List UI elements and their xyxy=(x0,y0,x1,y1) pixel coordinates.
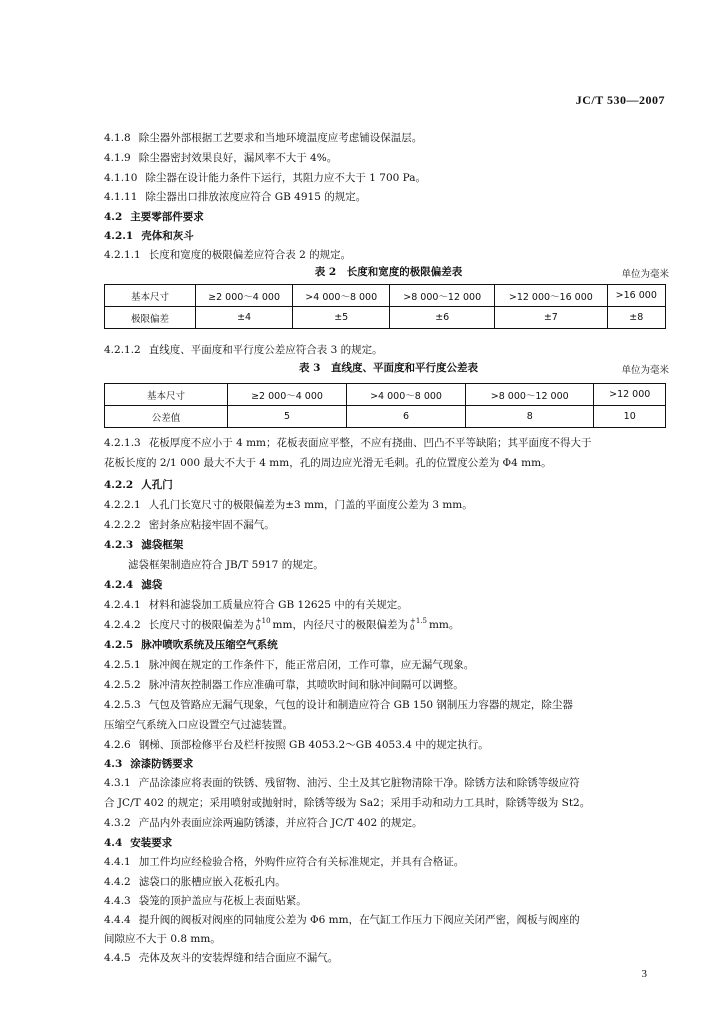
clause-number: 4.2.3 xyxy=(104,539,134,551)
clause-line xyxy=(104,498,673,512)
clause-4-2-6 xyxy=(104,738,673,752)
tolerance-stack xyxy=(410,618,427,632)
table-cell: >4 000～8 000 xyxy=(293,285,390,307)
clause-number: 4.2.1.2 xyxy=(104,344,141,356)
clause-line xyxy=(104,131,673,145)
clause-text: 除尘器密封效果良好，漏风率不大于 4%。 xyxy=(138,152,338,164)
table-cell: >12 000～16 000 xyxy=(495,285,607,307)
clause-line xyxy=(104,678,673,692)
clause-number: 4.2.1.1 xyxy=(104,249,141,261)
clause-number: 4.4 xyxy=(104,837,123,849)
table2-unit: 单位为毫米 xyxy=(621,269,669,280)
clause-text: 人孔门 xyxy=(141,479,173,491)
clause-text: 密封条应粘接牢固不漏气。 xyxy=(148,519,275,531)
table-cell: >4 000～8 000 xyxy=(347,384,466,406)
clause-text: 加工件均应经检验合格，外购件应符合有关标准规定，并具有合格证。 xyxy=(138,856,465,868)
table-cell: 5 xyxy=(228,406,347,428)
clause-line xyxy=(104,598,673,612)
clause-number: 4.1.11 xyxy=(104,191,138,203)
tolerance-upper: +1.5 xyxy=(409,617,427,625)
clause-line xyxy=(104,151,673,165)
clause-4-3 xyxy=(104,757,673,771)
clause-text: 脉冲清灰控制器工作应准确可靠，其喷吹时间和脉冲间隔可以调整。 xyxy=(148,679,464,691)
table-cell: ≥2 000～4 000 xyxy=(228,384,347,406)
clause-text: 除尘器在设计能力条件下运行，其阻力应不大于 1 700 Pa。 xyxy=(145,172,426,184)
tolerance-lower: 0 xyxy=(255,624,261,632)
clause-text: 脉冲喷吹系统及压缩空气系统 xyxy=(141,639,278,651)
clause-number: 4.1.8 xyxy=(104,132,131,144)
clause-line xyxy=(104,816,673,830)
clause-text: 气包及管路应无漏气现象，气包的设计和制造应符合 GB 150 钢制压力容器的规定，除尘器 xyxy=(148,699,573,711)
clause-text: 材料和滤袋加工质量应符合 GB 12625 中的有关规定。 xyxy=(148,599,408,611)
clause-line xyxy=(104,578,673,592)
clause-text: 壳体及灰斗的安装焊缝和结合面应不漏气。 xyxy=(138,952,339,964)
table-cell: >8 000～12 000 xyxy=(390,285,495,307)
clause-text: 花板厚度不应小于 4 mm；花板表面应平整，不应有挠曲、凹凸不平等缺陷；其平面度不得大于 xyxy=(148,437,592,449)
clause-number: 4.4.3 xyxy=(104,895,131,907)
clause-text: 脉冲阀在规定的工作条件下，能正常启闭，工作可靠，应无漏气现象。 xyxy=(148,659,475,671)
clause-text: mm。 xyxy=(428,619,460,631)
clause-number: 4.3.2 xyxy=(104,817,131,829)
clause-number: 4.4.5 xyxy=(104,952,131,964)
clause-text: 除尘器外部根据工艺要求和当地环境温度应考虑铺设保温层。 xyxy=(138,132,423,144)
clause-line xyxy=(104,894,673,908)
table-row xyxy=(105,307,666,329)
clause-number: 4.2.5.1 xyxy=(104,659,141,671)
page-number: 3 xyxy=(641,968,647,980)
clause-line xyxy=(104,210,673,224)
clause-line xyxy=(104,171,673,185)
clause-line xyxy=(104,518,673,532)
clause-number: 4.2.6 xyxy=(104,739,131,751)
clause-line xyxy=(104,913,673,927)
clause-4-4-5 xyxy=(104,951,673,965)
table-cell: ±6 xyxy=(390,307,495,329)
clause-line xyxy=(104,478,673,492)
table-cell: 极限偏差 xyxy=(105,307,196,329)
clause-4-2-5-3-cont: 压缩空气系统入口应设置空气过滤装置。 xyxy=(104,719,293,731)
clause-line xyxy=(104,658,673,672)
table-cell: >8 000～12 000 xyxy=(466,384,594,406)
clause-number: 4.2.4.1 xyxy=(104,599,141,611)
clause-number: 4.3.1 xyxy=(104,777,131,789)
table-cell: >16 000 xyxy=(607,285,665,307)
clause-4-3-1-cont: 合 JC/T 402 的规定；采用喷射或抛射时，除锈等级为 Sa2；采用手动和动力工具时，除锈等级为 St2。 xyxy=(104,797,591,809)
clause-number: 4.2.1 xyxy=(104,230,134,242)
clause-number: 4.4.4 xyxy=(104,914,131,926)
tolerance-lower: 0 xyxy=(409,624,415,632)
clause-line xyxy=(104,855,673,869)
clause-number: 4.1.10 xyxy=(104,172,138,184)
clause-text: 壳体和灰斗 xyxy=(141,230,194,242)
table3 xyxy=(104,383,666,428)
clause-number: 4.2.4 xyxy=(104,579,134,591)
table-cell: >12 000 xyxy=(594,384,666,406)
clause-4-2-1-3-cont: 花板长度的 2/1 000 最大不大于 4 mm，孔的周边应光滑无毛刺。孔的位置度公差为 Φ4 mm。 xyxy=(104,457,552,469)
clause-text: 袋笼的顶护盖应与花板上表面贴紧。 xyxy=(138,895,307,907)
clause-number: 4.4.2 xyxy=(104,876,131,888)
clause-line xyxy=(104,836,673,850)
clause-4-2-5-3 xyxy=(104,698,673,712)
clause-line xyxy=(104,248,673,262)
table-cell: ±4 xyxy=(196,307,293,329)
clause-line xyxy=(104,875,673,889)
table-row xyxy=(105,285,666,307)
clause-number: 4.2.4.2 xyxy=(104,619,141,631)
clause-4-4-4-cont: 间隙应不大于 0.8 mm。 xyxy=(104,933,221,945)
clause-number: 4.2.5.3 xyxy=(104,699,141,711)
tolerance-stack xyxy=(256,618,271,632)
clause-number: 4.2.2 xyxy=(104,479,134,491)
clause-text: 提升阀的阀板对阀座的同轴度公差为 Φ6 mm，在气缸工作压力下阀应关闭严密，阀板与阀座的 xyxy=(138,914,580,926)
table-row xyxy=(105,384,666,406)
clause-text: 长度尺寸的极限偏差为 xyxy=(148,619,254,631)
standard-code-header: JC/T 530—2007 xyxy=(575,93,665,107)
clause-text: 安装要求 xyxy=(130,837,173,849)
clause-text: 涂漆防锈要求 xyxy=(130,758,194,770)
table-cell: 基本尺寸 xyxy=(105,285,196,307)
table-cell: ±8 xyxy=(607,307,665,329)
tolerance-upper: +10 xyxy=(255,617,271,625)
table2-caption: 表 2 长度和宽度的极限偏差表 xyxy=(314,266,463,278)
table-row xyxy=(105,406,666,428)
clause-4-3-1 xyxy=(104,776,673,790)
table3-caption: 表 3 直线度、平面度和平行度公差表 xyxy=(299,362,478,374)
clause-text: 人孔门长宽尺寸的极限偏差为±3 mm，门盖的平面度公差为 3 mm。 xyxy=(148,499,473,511)
clause-number: 4.2.2.2 xyxy=(104,519,141,531)
clause-number: 4.1.9 xyxy=(104,152,131,164)
clause-number: 4.2.5.2 xyxy=(104,679,141,691)
clause-line xyxy=(104,538,673,552)
clause-text: 钢梯、顶部检修平台及栏杆按照 GB 4053.2～GB 4053.4 中的规定执行。 xyxy=(138,739,489,751)
clause-number: 4.3 xyxy=(104,758,123,770)
clause-text: 直线度、平面度和平行度公差应符合表 3 的规定。 xyxy=(148,344,383,356)
clause-number: 4.2.1.3 xyxy=(104,437,141,449)
clause-line xyxy=(104,638,673,652)
table-cell: 6 xyxy=(347,406,466,428)
clause-number: 4.2.5 xyxy=(104,639,134,651)
clause-4-2-4-2 xyxy=(104,618,673,632)
table3-unit: 单位为毫米 xyxy=(621,365,669,376)
clause-text: 产品涂漆应将表面的铁锈、残留物、油污、尘土及其它脏物清除干净。除锈方法和除锈等级应符 xyxy=(138,777,580,789)
clause-text: 主要零部件要求 xyxy=(130,211,204,223)
clause-line xyxy=(104,229,673,243)
clause-4-2-1-2 xyxy=(104,343,673,357)
clause-4-2-1-3 xyxy=(104,436,673,450)
table-cell: 10 xyxy=(594,406,666,428)
clause-4-2-3-body: 滤袋框架制造应符合 JB/T 5917 的规定。 xyxy=(128,559,324,571)
table-cell: 8 xyxy=(466,406,594,428)
clause-number: 4.4.1 xyxy=(104,856,131,868)
clause-text: 滤袋框架 xyxy=(141,539,184,551)
clause-text: 产品内外表面应涂两遍防锈漆，并应符合 JC/T 402 的规定。 xyxy=(138,817,423,829)
table2 xyxy=(104,284,666,329)
table-cell: ±7 xyxy=(495,307,607,329)
table-cell: ±5 xyxy=(293,307,390,329)
clause-text: 滤袋口的胀槽应嵌入花板孔内。 xyxy=(138,876,286,888)
clause-number: 4.2 xyxy=(104,211,123,223)
table-cell: 基本尺寸 xyxy=(105,384,228,406)
table-cell: ≥2 000～4 000 xyxy=(196,285,293,307)
clause-number: 4.2.2.1 xyxy=(104,499,141,511)
table-cell: 公差值 xyxy=(105,406,228,428)
clause-text: 滤袋 xyxy=(141,579,163,591)
clause-line xyxy=(104,190,673,204)
clause-text: 长度和宽度的极限偏差应符合表 2 的规定。 xyxy=(148,249,352,261)
clause-text: 除尘器出口排放浓度应符合 GB 4915 的规定。 xyxy=(145,191,367,203)
clause-text: mm，内径尺寸的极限偏差为 xyxy=(272,619,408,631)
